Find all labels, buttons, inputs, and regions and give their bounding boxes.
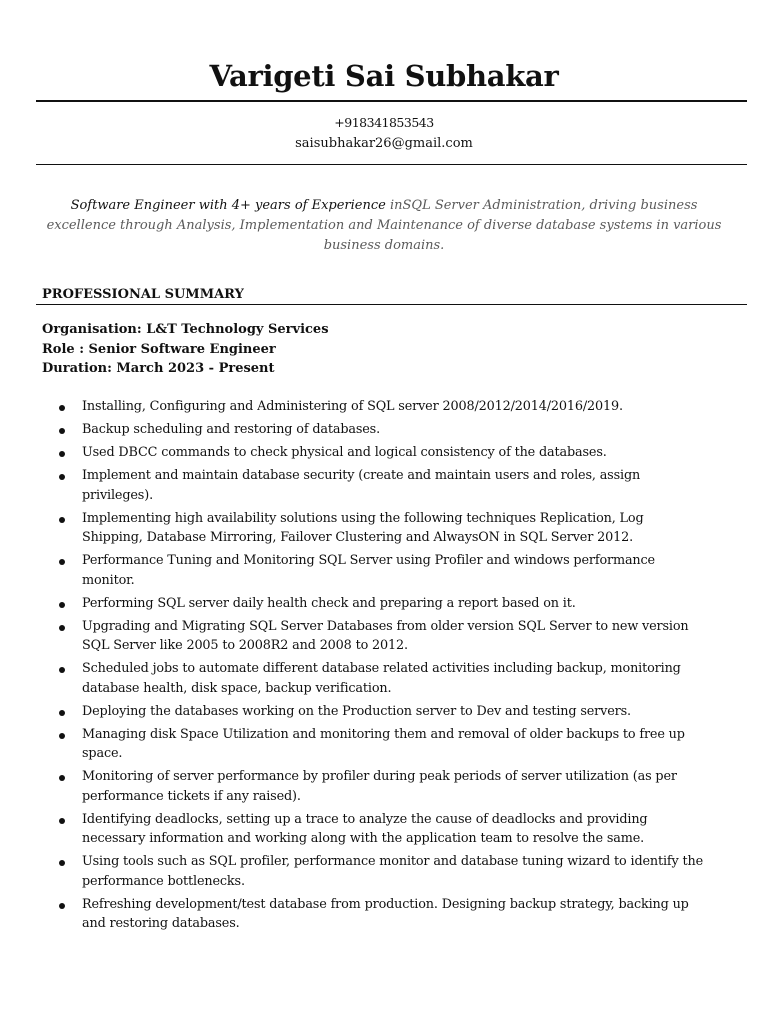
list-item-text: Performance Tuning and Monitoring SQL Server using Profiler and windows performance monitor. [82,553,655,588]
tagline-rest: inSQL Server Administration, driving business excellence through Analysis, Implementation and Maintenance of diverse database systems in various business domains. [46,198,722,253]
phone-number: +918341853543 [334,115,434,130]
list-item [55,443,705,463]
list-item-text: Implementing high availability solutions using the following techniques Replication, Log Shipping, Database Mirroring, Failover Clustering and AlwaysON in SQL Server 2012. [82,510,644,545]
bullet-icon [59,625,65,631]
list-item-text: Installing, Configuring and Administering of SQL server 2008/2012/2014/2016/2019. [82,399,623,414]
organisation-line: Organisation: L&T Technology Services [42,322,329,337]
section-divider [36,304,747,305]
bullet-icon [59,602,65,608]
bullet-icon [59,451,65,457]
list-item-text: Monitoring of server performance by profiler during peak periods of server utilization (as per performance tickets if any raised). [82,769,677,804]
contact-divider [36,164,747,165]
email-address: saisubhakar26@gmail.com [295,136,473,151]
bullet-icon [59,710,65,716]
list-item [55,509,705,548]
bullet-icon [59,775,65,781]
list-item-text: Performing SQL server daily health check and preparing a report based on it. [82,595,576,611]
section-title-professional-summary: PROFESSIONAL SUMMARY [42,287,244,302]
candidate-name: Varigeti Sai Subhakar [209,59,559,93]
bullet-icon [59,903,65,909]
list-item [55,725,705,764]
list-item [55,702,705,722]
list-item-text: Upgrading and Migrating SQL Server Databases from older version SQL Server to new version SQL Server like 2005 to 2008R2 and 2008 to 2012. [82,618,689,653]
list-item [55,594,705,614]
list-item [55,397,705,417]
list-item [55,466,705,505]
bullet-icon [59,474,65,480]
responsibilities-list [55,397,705,937]
list-item-text: Scheduled jobs to automate different database related activities including backup, monitoring database health, disk space, backup verification. [82,661,681,696]
bullet-icon [59,860,65,866]
list-item [55,852,705,891]
list-item-text: Using tools such as SQL profiler, performance monitor and database tuning wizard to identify the performance bottlenecks. [82,854,704,889]
job-details [42,320,329,379]
bullet-icon [59,667,65,673]
list-item [55,810,705,849]
header-divider [36,100,747,102]
list-item [55,895,705,934]
profile-tagline [44,196,724,256]
role-line: Role : Senior Software Engineer [42,341,276,357]
list-item-text: Backup scheduling and restoring of databases. [82,422,381,437]
bullet-icon [59,405,65,411]
list-item-text: Implement and maintain database security (create and maintain users and roles, assign privileges). [82,468,641,503]
tagline-lead: Software Engineer with 4+ years of Experience [70,198,386,213]
list-item [55,420,705,440]
list-item-text: Identifying deadlocks, setting up a trace to analyze the cause of deadlocks and providing necessary information and working along with the application team to resolve the same. [82,811,648,846]
bullet-icon [59,733,65,739]
bullet-icon [59,818,65,824]
list-item-text: Refreshing development/test database from production. Designing backup strategy, backing up and restoring databases. [82,896,689,931]
list-item [55,551,705,590]
list-item [55,659,705,698]
list-item [55,617,705,656]
bullet-icon [59,559,65,565]
list-item-text: Used DBCC commands to check physical and logical consistency of the databases. [82,445,607,460]
duration-line: Duration: March 2023 - Present [42,361,275,376]
list-item [55,767,705,806]
list-item-text: Deploying the databases working on the Production server to Dev and testing servers. [82,703,631,719]
bullet-icon [59,428,65,434]
bullet-icon [59,517,65,523]
list-item-text: Managing disk Space Utilization and monitoring them and removal of older backups to free up space. [82,726,685,761]
